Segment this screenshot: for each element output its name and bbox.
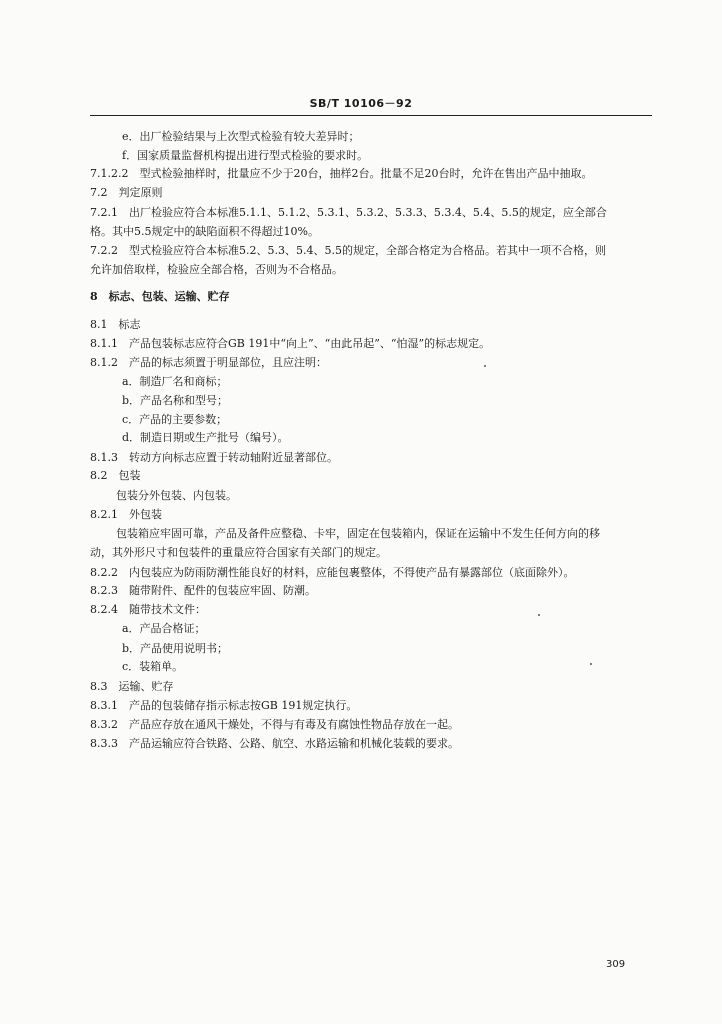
- page-number: 309: [606, 959, 626, 970]
- clause-8-2-intro: 包装分外包装、内包装。: [116, 489, 237, 502]
- clause-7-1-2-2: 7.1.2.2 型式检验抽样时，批量应不少于20台，抽样2台。批量不足20台时，允许在售出产品中抽取。: [90, 167, 593, 180]
- header-rule: [90, 115, 652, 116]
- item-8-2-4-b: b．产品使用说明书；: [122, 642, 229, 655]
- clause-8-1-heading: 8.1 标志: [90, 318, 141, 331]
- clause-8-2-4: 8.2.4 随带技术文件：: [90, 603, 206, 616]
- item-8-1-2-b: b．产品名称和型号；: [122, 394, 229, 407]
- clause-8-2-3: 8.2.3 随带附件、配件的包装应牢固、防潮。: [90, 584, 316, 597]
- clause-8-2-2: 8.2.2 内包装应为防雨防潮性能良好的材料，应能包裹整体，不得使产品有暴露部位（底面除外）。: [90, 566, 575, 579]
- clause-8-2-1-body: 包装箱应牢固可靠，产品及备件应整稳、卡牢，固定在包装箱内，保证在运输中不发生任何方向的移: [116, 527, 600, 540]
- clause-8-3-2: 8.3.2 产品应存放在通风干燥处，不得与有毒及有腐蚀性物品存放在一起。: [90, 718, 459, 731]
- clause-8-1-3: 8.1.3 转动方向标志应置于转动轴附近显著部位。: [90, 451, 338, 464]
- item-8-1-2-a: a．制造厂名和商标；: [122, 375, 228, 388]
- scan-speck: [484, 365, 486, 367]
- clause-8-1-1: 8.1.1 产品包装标志应符合GB 191中“向上”、“由此吊起”、“怕湿”的标志规定。: [90, 337, 491, 350]
- clause-8-3-1: 8.3.1 产品的包装储存指示标志按GB 191规定执行。: [90, 699, 358, 712]
- clause-8-3-3: 8.3.3 产品运输应符合铁路、公路、航空、水路运输和机械化装载的要求。: [90, 737, 459, 750]
- clause-7-2-2: 7.2.2 型式检验应符合本标准5.2、5.3、5.4、5.5的规定，全部合格定为合格品。若其中一项不合格，则: [90, 244, 606, 257]
- item-8-2-4-c: c．装箱单。: [122, 660, 184, 673]
- clause-7-2-1-cont: 格。其中5.5规定中的缺陷面积不得超过10%。: [90, 225, 319, 238]
- clause-8-1-2: 8.1.2 产品的标志须置于明显部位，且应注明：: [90, 356, 327, 369]
- clause-8-2-1-cont: 动，其外形尺寸和包装件的重量应符合国家有关部门的规定。: [90, 546, 387, 559]
- clause-7-2-heading: 7.2 判定原则: [90, 186, 163, 199]
- item-8-1-2-d: d．制造日期或生产批号（编号）。: [122, 431, 289, 444]
- item-e: e．出厂检验结果与上次型式检验有较大差异时；: [122, 130, 360, 143]
- clause-8-2-heading: 8.2 包装: [90, 469, 141, 482]
- clause-8-3-heading: 8.3 运输、贮存: [90, 680, 174, 693]
- clause-7-2-1: 7.2.1 出厂检验应符合本标准5.1.1、5.1.2、5.3.1、5.3.2、5.3.3、5.3.4、5.4、5.5的规定，应全部合: [90, 206, 607, 219]
- scan-speck: [590, 663, 592, 665]
- clause-7-2-2-cont: 允许加倍取样，检验应全部合格，否则为不合格品。: [90, 263, 343, 276]
- clause-8-2-1-heading: 8.2.1 外包装: [90, 508, 162, 521]
- scan-speck: [538, 614, 540, 616]
- item-8-2-4-a: a．产品合格证；: [122, 622, 206, 635]
- item-f: f．国家质量监督机构提出进行型式检验的要求时。: [122, 149, 369, 162]
- section-8-heading: 8 标志、包装、运输、贮存: [90, 290, 230, 303]
- item-8-1-2-c: c．产品的主要参数；: [122, 413, 228, 426]
- standard-number-header: SB/T 10106－92: [309, 97, 413, 110]
